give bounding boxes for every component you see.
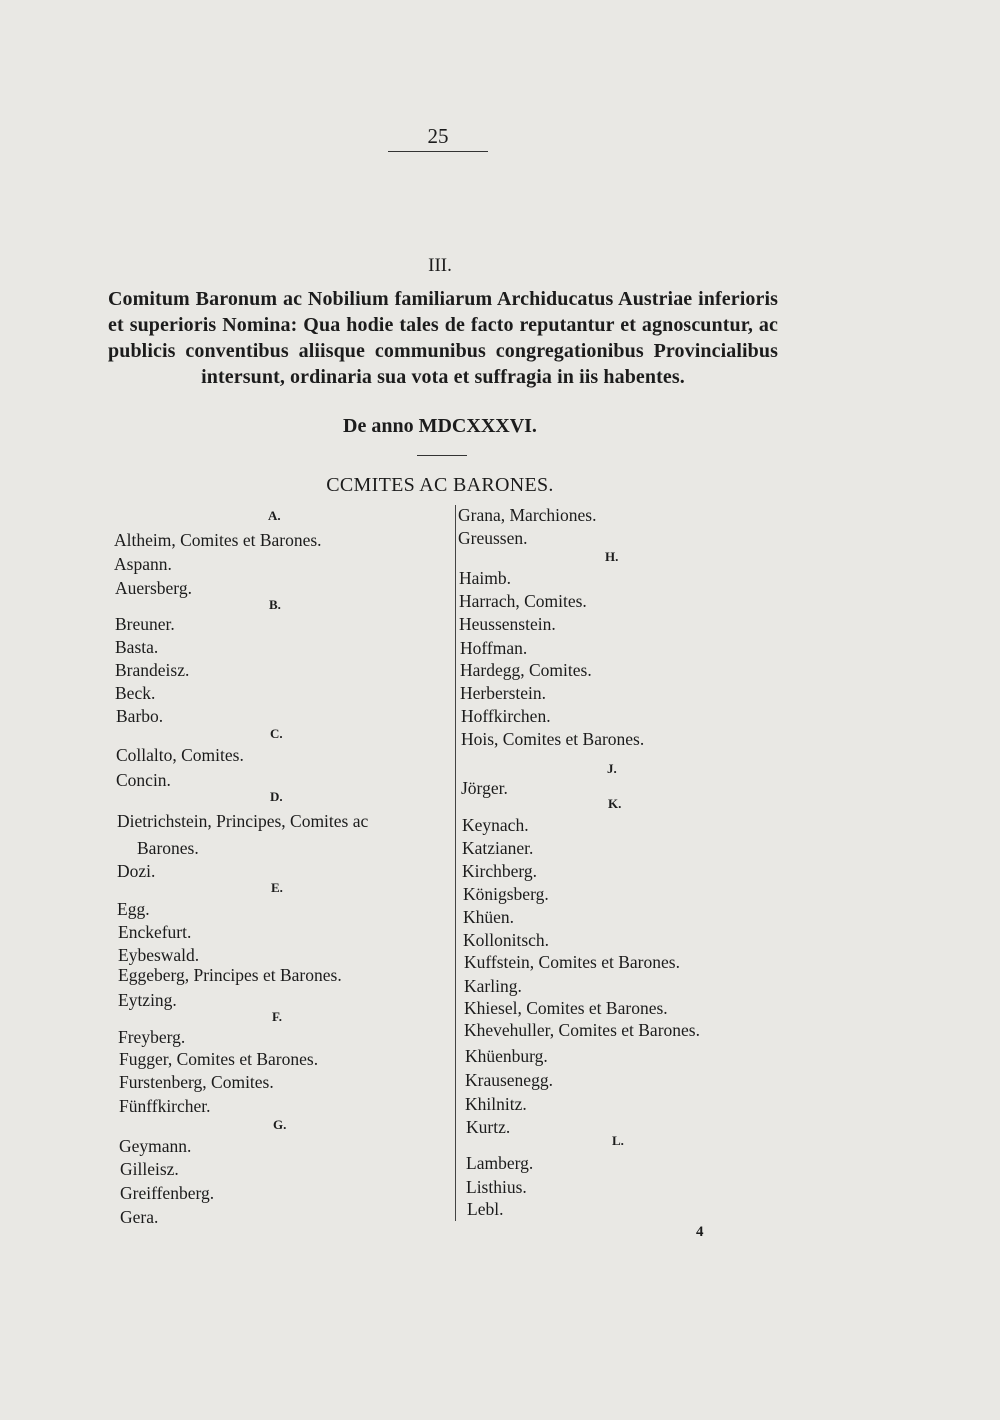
family-entry: Furstenberg, Comites. (119, 1072, 274, 1092)
signature-mark: 4 (696, 1224, 704, 1240)
family-entry: Enckefurt. (118, 922, 192, 942)
family-entry: Basta. (115, 637, 159, 657)
family-entry: Freyberg. (118, 1027, 186, 1047)
section-letter: G. (273, 1117, 287, 1132)
section-letter: A. (268, 508, 281, 523)
family-entry: Collalto, Comites. (116, 745, 244, 765)
family-entry: Khiesel, Comites et Barones. (464, 998, 668, 1018)
section-letter: C. (270, 726, 283, 741)
family-entry: Karling. (464, 976, 522, 996)
family-entry: Listhius. (466, 1177, 527, 1197)
family-entry: Greiffenberg. (120, 1183, 215, 1203)
family-entry: Hoffman. (460, 638, 528, 658)
list-subtitle: CCMITES AC BARONES. (326, 474, 554, 496)
section-letter: D. (270, 789, 283, 804)
family-entry: Beck. (115, 683, 156, 703)
family-entry: Eytzing. (118, 990, 177, 1010)
family-entry: Dozi. (117, 861, 156, 881)
heading-rule (417, 455, 467, 456)
family-entry: Haimb. (459, 568, 512, 588)
section-letter: J. (607, 761, 617, 776)
family-entry: Altheim, Comites et Barones. (114, 530, 322, 550)
page-number: 25 (427, 124, 449, 148)
family-entry: Eybeswald. (118, 945, 200, 965)
family-entry: Lamberg. (466, 1153, 534, 1173)
family-entry: Königsberg. (463, 884, 549, 904)
family-entry: Barbo. (116, 706, 164, 726)
family-entry: Brandeisz. (115, 660, 190, 680)
family-entry: Auersberg. (115, 578, 192, 598)
section-letter: B. (269, 597, 281, 612)
family-entry: Kirchberg. (462, 861, 537, 881)
family-entry: Eggeberg, Principes et Barones. (118, 965, 342, 985)
family-entry: Geymann. (119, 1136, 192, 1156)
family-entry: Hois, Comites et Barones. (461, 729, 645, 749)
family-entry: Lebl. (467, 1199, 504, 1219)
family-entry: Barones. (137, 838, 199, 858)
page-number-rule (388, 151, 488, 152)
family-entry: Hoffkirchen. (461, 706, 551, 726)
family-entry: Breuner. (115, 614, 175, 634)
family-entry: Grana, Marchiones. (458, 505, 597, 525)
family-entry: Kollonitsch. (463, 930, 550, 950)
section-heading: Comitum Baronum ac Nobilium familiarum Archiducatus Austriae inferioris et superioris Nomina: Qua hodie tales de facto reputantur et agnoscuntur, ac publicis conventibus aliisque communibus congregationibus Provincialibus intersunt, ordinaria sua vota et suffragia in iis habentes. (108, 288, 778, 388)
family-entry: Dietrichstein, Principes, Comites ac (117, 811, 369, 831)
family-entry: Hardegg, Comites. (460, 660, 592, 680)
section-number: III. (428, 255, 452, 276)
family-entry: Herberstein. (460, 683, 547, 703)
family-entry: Gilleisz. (120, 1159, 179, 1179)
family-entry: Kurtz. (466, 1117, 511, 1137)
family-entry: Heussenstein. (459, 614, 556, 634)
column-divider (455, 505, 456, 1221)
family-entry: Greussen. (458, 528, 528, 548)
family-entry: Khilnitz. (465, 1094, 527, 1114)
family-entry: Fünffkircher. (119, 1096, 211, 1116)
family-entry: Fugger, Comites et Barones. (119, 1049, 319, 1069)
section-letter: E. (271, 880, 283, 895)
year-line: De anno MDCXXXVI. (343, 415, 537, 437)
section-letter: L. (612, 1133, 624, 1148)
family-entry: Keynach. (462, 815, 529, 835)
family-entry: Gera. (120, 1207, 159, 1227)
family-entry: Harrach, Comites. (459, 591, 587, 611)
family-entry: Katzianer. (462, 838, 534, 858)
family-entry: Egg. (117, 899, 150, 919)
family-entry: Aspann. (114, 554, 172, 574)
family-entry: Khüenburg. (465, 1046, 548, 1066)
section-letter: K. (608, 796, 622, 811)
section-letter: F. (272, 1009, 282, 1024)
family-entry: Khevehuller, Comites et Barones. (464, 1020, 700, 1040)
family-entry: Jörger. (461, 778, 508, 798)
family-entry: Concin. (116, 770, 171, 790)
family-entry: Kuffstein, Comites et Barones. (464, 952, 680, 972)
section-letter: H. (605, 549, 619, 564)
family-entry: Khüen. (463, 907, 515, 927)
family-entry: Krausenegg. (465, 1070, 553, 1090)
